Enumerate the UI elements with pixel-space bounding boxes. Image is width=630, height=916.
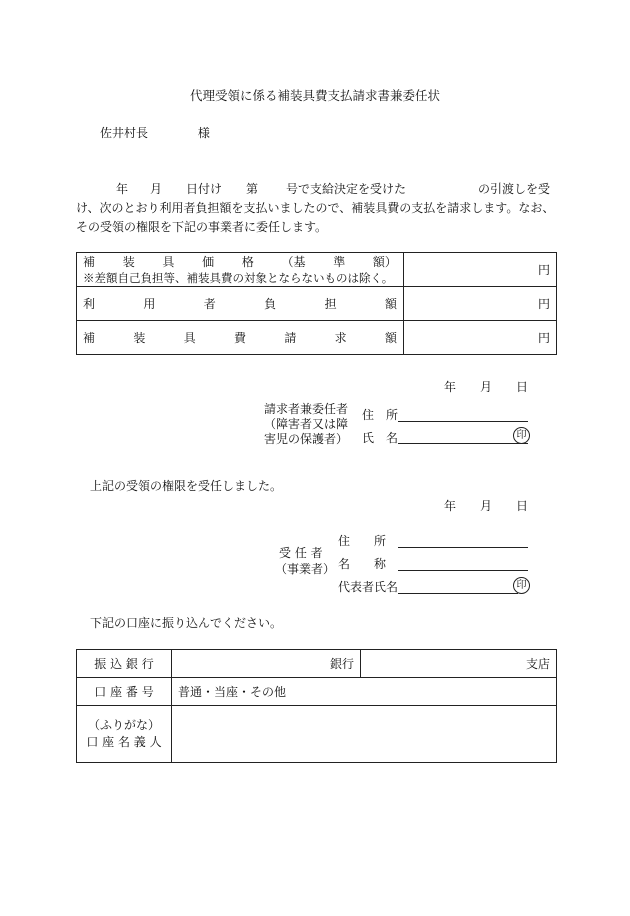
account-holder-label — [77, 706, 172, 763]
addressee — [100, 124, 210, 141]
delegate-title: 受 任 者 — [279, 546, 323, 560]
yen-unit: 円 — [537, 331, 550, 345]
delegate-address-label: 住 所 — [338, 534, 387, 548]
holder-kana: （ふりがな） — [87, 718, 160, 732]
intro-receive: の引渡しを受 — [478, 182, 551, 196]
bank-label: 振 込 銀 行 — [77, 650, 172, 678]
claimant-address-label: 住 所 — [362, 408, 399, 422]
table-row-bank — [77, 650, 557, 678]
claimant-name-label: 氏 名 — [362, 431, 399, 445]
amount-table — [76, 252, 557, 355]
table-row-user-burden — [77, 287, 557, 321]
equipment-price-title: 補 装 具 価 格 （基 準 額） — [83, 255, 397, 269]
addressee-honorific: 様 — [197, 126, 210, 140]
table-row-account — [77, 678, 557, 706]
delegate-sub: （事業者） — [275, 562, 336, 576]
claimant-sub1: （障害者又は障 — [264, 417, 349, 431]
date1-day: 日 — [516, 380, 529, 394]
claimant-title: 請求者兼委任者 — [264, 402, 349, 416]
seal-icon: 印 — [513, 427, 530, 444]
intro-dated: 日付け — [186, 182, 223, 196]
delegation-text: 上記の受領の権限を受任しました。 — [90, 479, 283, 493]
yen-unit: 円 — [537, 297, 550, 311]
equipment-price-value[interactable] — [404, 253, 557, 287]
delegate-block — [275, 545, 335, 577]
bank-table — [76, 649, 557, 763]
account-number-field[interactable] — [172, 678, 557, 706]
seal-icon: 印 — [513, 577, 530, 594]
table-row-holder — [77, 706, 557, 763]
bank-name-field[interactable] — [172, 650, 361, 678]
date2-month: 月 — [480, 499, 493, 513]
intro-month: 月 — [150, 182, 163, 196]
account-number-label: 口 座 番 号 — [77, 678, 172, 706]
addressee-name: 佐井村長 — [100, 126, 149, 140]
date2-year: 年 — [444, 499, 457, 513]
equipment-price-note: ※差額自己負担等、補装具費の対象とならないものは除く。 — [83, 271, 394, 285]
table-row-equipment-price — [77, 253, 557, 287]
claimant-name-field[interactable] — [398, 443, 528, 444]
branch-suffix: 支店 — [525, 657, 550, 671]
yen-unit: 円 — [537, 263, 550, 277]
intro-line3: その受領の権限を下記の事業者に委任します。 — [76, 220, 328, 234]
intro-number-suffix: 号で支給決定を受けた — [286, 182, 407, 196]
claimant-sub2: 害児の保護者） — [264, 432, 349, 446]
account-holder-field[interactable] — [172, 706, 557, 763]
delegate-rep-label: 代表者氏名 — [338, 580, 399, 594]
delegate-rep-field[interactable] — [398, 593, 518, 594]
equipment-price-label — [77, 253, 404, 287]
intro-year: 年 — [116, 182, 129, 196]
user-burden-value[interactable] — [404, 287, 557, 321]
user-burden-label: 利 用 者 負 担 額 — [77, 287, 404, 321]
delegate-name-label: 名 称 — [338, 557, 387, 571]
intro-number-prefix: 第 — [246, 182, 259, 196]
table-row-claim-amount — [77, 321, 557, 355]
page-title: 代理受領に係る補装具費支払請求書兼委任状 — [189, 88, 440, 103]
branch-name-field[interactable] — [361, 650, 557, 678]
date1-year: 年 — [444, 380, 457, 394]
holder-label: 口 座 名 義 人 — [86, 735, 162, 749]
claim-amount-value[interactable] — [404, 321, 557, 355]
delegate-address-field[interactable] — [398, 547, 528, 548]
date1-month: 月 — [480, 380, 493, 394]
account-types: 普通・当座・その他 — [178, 685, 287, 699]
claimant-address-field[interactable] — [398, 421, 528, 422]
intro-line2: け、次のとおり利用者負担額を支払いましたので、補装具費の支払を請求します。なお、 — [76, 201, 555, 215]
delegate-name-field[interactable] — [398, 570, 528, 571]
transfer-text: 下記の口座に振り込んでください。 — [90, 616, 283, 630]
bank-suffix: 銀行 — [329, 657, 354, 671]
claim-amount-label: 補 装 具 費 請 求 額 — [77, 321, 404, 355]
claimant-block — [264, 402, 348, 447]
date2-day: 日 — [516, 499, 529, 513]
